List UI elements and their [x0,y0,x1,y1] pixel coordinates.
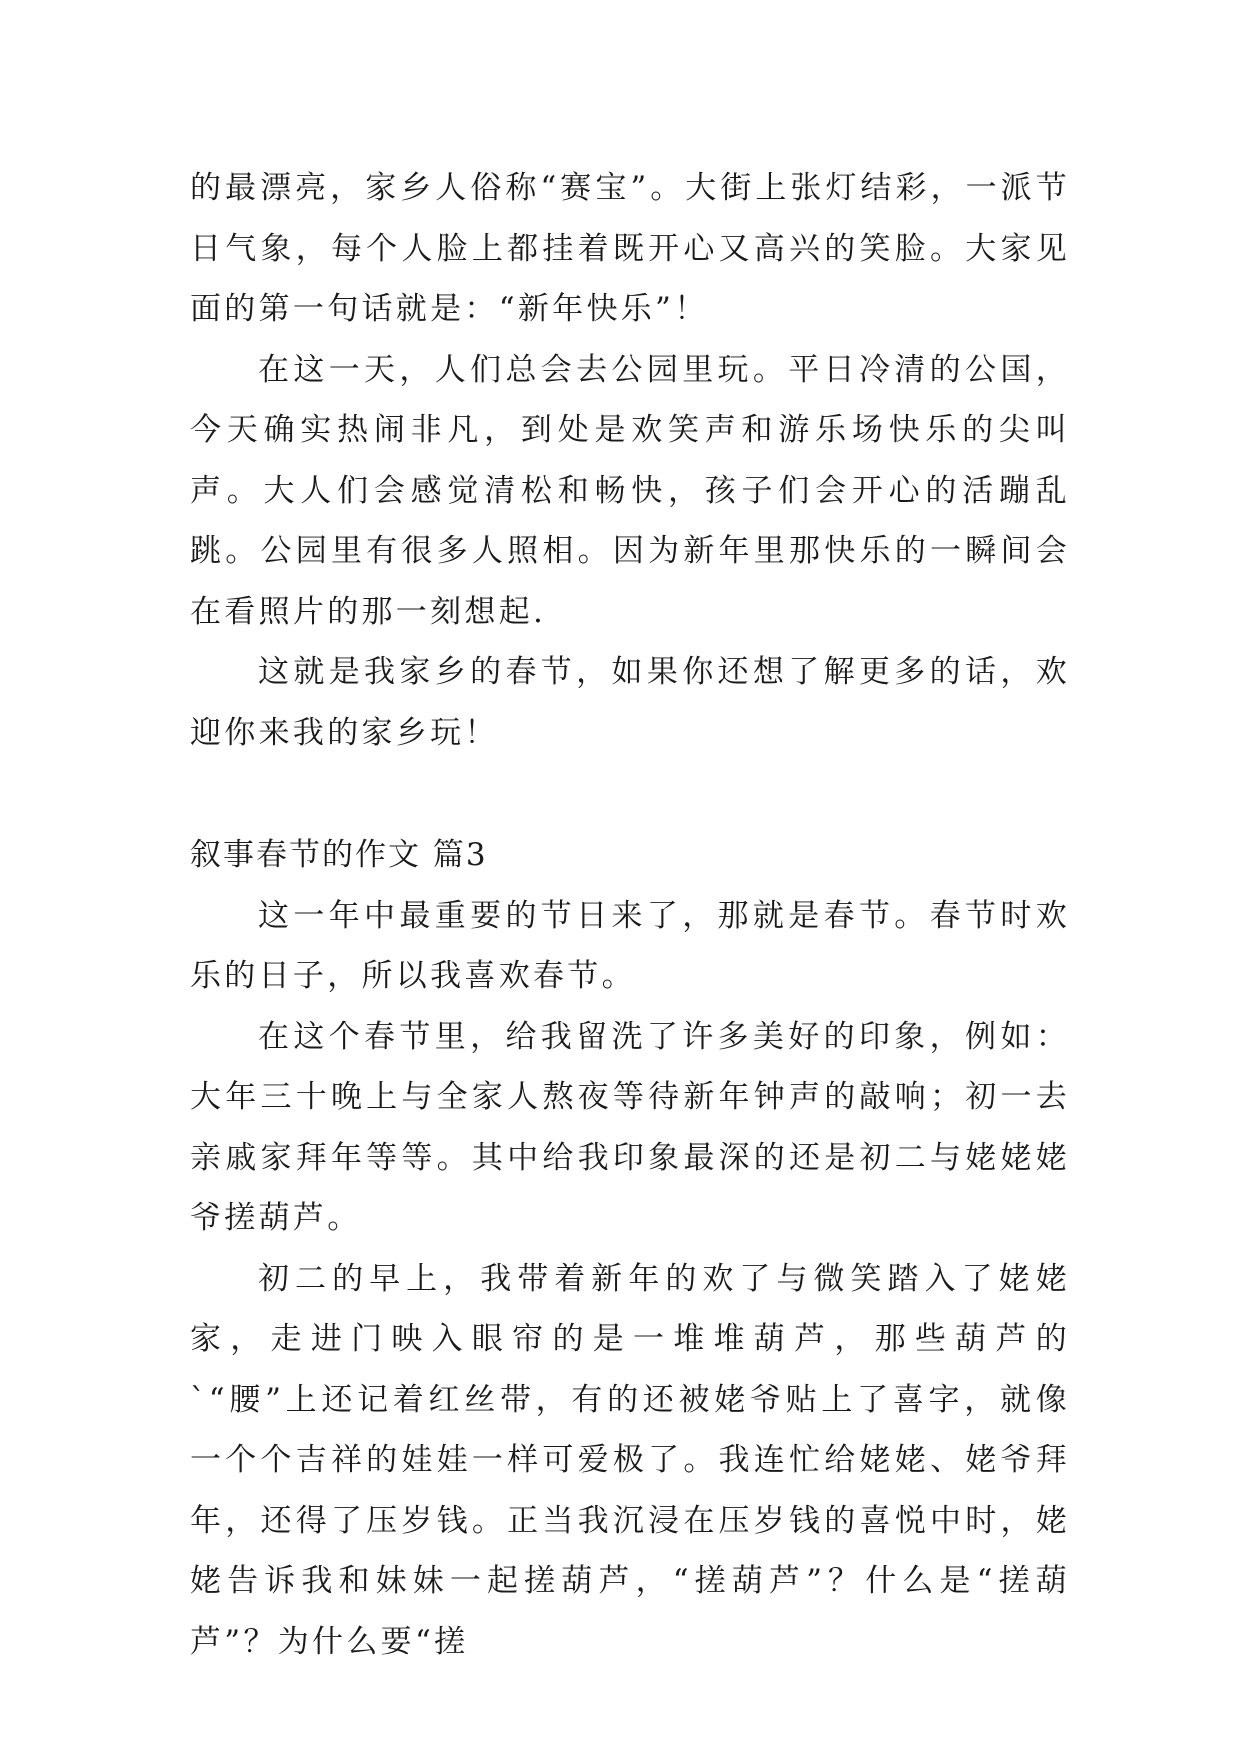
paragraph-2: 在这一天，人们总会去公园里玩。平日冷清的公国，今天确实热闹非凡，到处是欢笑声和游乐场快乐的尖叫声。大人们会感觉清松和畅快，孩子们会开心的活蹦乱跳。公园里有很多人照相。因为新年里那快乐的一瞬间会在看照片的那一刻想起. [190,351,1070,630]
paragraph-5: 在这个春节里，给我留洗了许多美好的印象，例如：大年三十晚上与全家人熬夜等待新年钟声的敲响；初一去亲戚家拜年等等。其中给我印象最深的还是初二与姥姥姥爷搓葫芦。 [190,1018,1070,1236]
paragraph-1: 的最漂亮，家乡人俗称“赛宝”。大街上张灯结彩，一派节日气象，每个人脸上都挂着既开心又高兴的笑脸。大家见面的第一句话就是：“新年快乐”！ [190,170,1070,327]
document-page [190,158,1070,1672]
paragraph-4: 这一年中最重要的节日来了，那就是春节。春节时欢乐的日子，所以我喜欢春节。 [190,897,1070,994]
section-heading: 叙事春节的作文 篇3 [190,837,488,873]
paragraph-3: 这就是我家乡的春节，如果你还想了解更多的话，欢迎你来我的家乡玩！ [190,654,1070,751]
paragraph-6: 初二的早上，我带着新年的欢了与微笑踏入了姥姥家，走进门映入眼帘的是一堆堆葫芦，那些葫芦的`“腰”上还记着红丝带，有的还被姥爷贴上了喜字，就像一个个吉祥的娃娃一样可爱极了。我连忙给姥姥、姥爷拜年，还得了压岁钱。正当我沉浸在压岁钱的喜悦中时，姥姥告诉我和妹妹一起搓葫芦，“搓葫芦”？什么是“搓葫芦”？为什么要“搓 [190,1260,1070,1660]
